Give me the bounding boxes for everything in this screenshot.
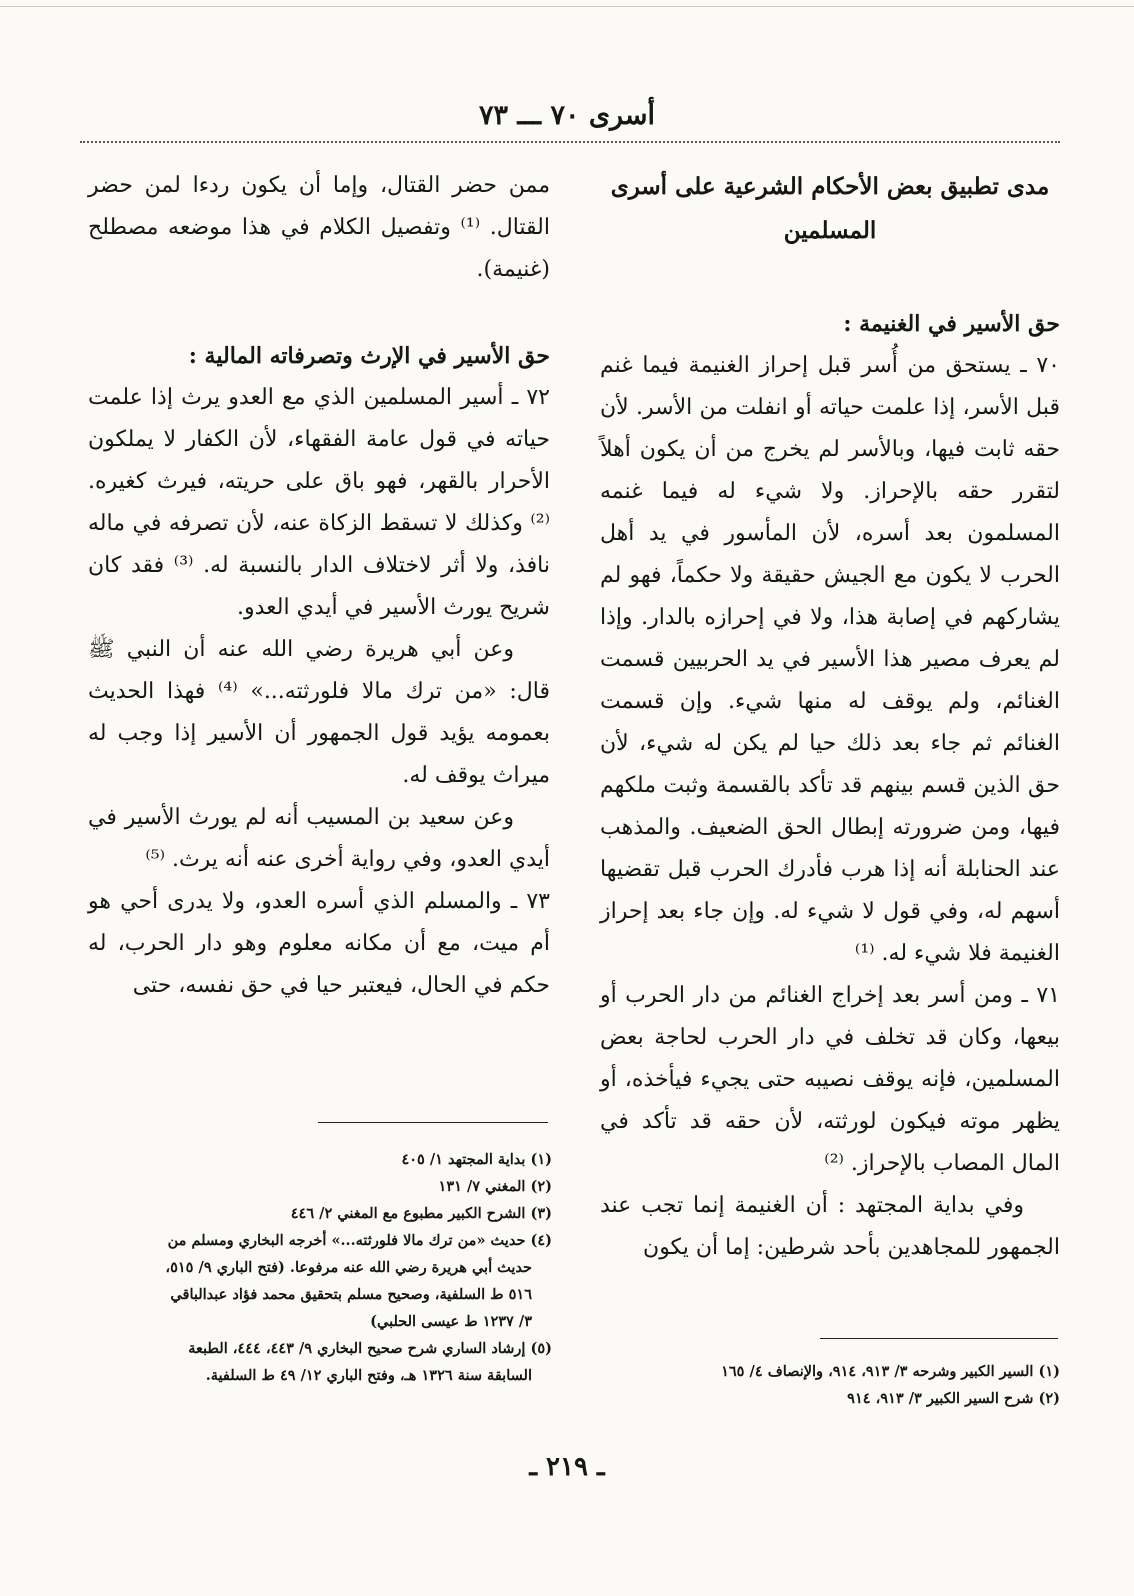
footnote-rule-right: [820, 1338, 1058, 1339]
footnote-continuation: ٣/ ١٢٣٧ ط عيسى الحلبي): [370, 1313, 532, 1330]
paragraph-70: ٧٠ ـ يستحق من أُسر قبل إحراز الغنيمة فيما غنم قبل الأسر، إذا علمت حياته أو انفلت من الأسر. لأن حقه ثابت فيها، وبالأسر لم يخرج من أن يكون أهلاً لتقرر حقه بالإحراز. ولا شيء له فيما غنمه المسلمون بعد أسره، لأن المأسور في يد أهل الحرب لا يكون مع الجيش حقيقة ولا حكماً، فهو لم يشاركهم في إصابة هذا، ولا في إحرازه بالدار. وإذا لم يعرف مصير هذا الأسير في يد الحربيين قسمت الغنائم، ولم يوقف له منها شيء. وإن قسمت الغنائم ثم جاء بعد ذلك حيا لم يكن له شيء، لأن حق الذين قسم بينهم قد تأكد بالقسمة وثبت ملكهم فيها، ومن ضرورته إبطال الحق الضعيف. والمذهب عند الحنابلة أنه إذا هرب فأدرك الحرب قبل تقضيها أسهم له، وفي قول لا شيء له. وإن جاء بعد إحراز الغنيمة فلا شيء له. ⁽¹⁾: [600, 353, 1060, 966]
footnote-continuation: ٥١٦ ط السلفية، وصحيح مسلم بتحقيق محمد فؤاد عبدالباقي: [170, 1286, 532, 1303]
right-column: [600, 165, 1060, 1269]
paragraph-continuation: ممن حضر القتال، وإما أن يكون ردءا لمن حضر القتال. ⁽¹⁾ وتفصيل الكلام في هذا موضعه مصطلح (غنيمة).: [88, 173, 550, 282]
left-column: [88, 165, 550, 1007]
paragraph-abu-hurayra: وعن أبي هريرة رضي الله عنه أن النبي ﷺ قال: «من ترك مالا فلورثته...» ⁽⁴⁾ فهذا الحديث بعمومه يؤيد قول الجمهور أن الأسير إذا وجب له ميراث يوقف له.: [88, 637, 550, 788]
footnote: (١) بداية المجتهد ١/ ٤٠٥: [401, 1151, 552, 1168]
running-title: أسرى ٧٠ ـــ ٧٣: [478, 100, 656, 131]
header-dotted-rule: [80, 141, 1060, 143]
paragraph-71: ٧١ ـ ومن أسر بعد إخراج الغنائم من دار الحرب أو بيعها، وكان قد تخلف في دار الحرب لحاجة بعض المسلمين، فإنه يوقف نصيبه حتى يجيء فيأخذه، أو يظهر موته فيكون لورثته، لأن حقه قد تأكد في المال المصاب بالإحراز. ⁽²⁾: [600, 983, 1060, 1176]
footnotes-left: [100, 1146, 552, 1389]
footnote: (١) السير الكبير وشرحه ٣/ ٩١٣، ٩١٤، والإنصاف ٤/ ١٦٥: [721, 1363, 1060, 1380]
paragraph-73: ٧٣ ـ والمسلم الذي أسره العدو، ولا يدرى أحي هو أم ميت، مع أن مكانه معلوم وهو دار الحرب، له حكم في الحال، فيعتبر حيا في حق نفسه، حتى: [88, 889, 550, 998]
paragraph-said: وعن سعيد بن المسيب أنه لم يورث الأسير في أيدي العدو، وفي رواية أخرى عنه أنه يرث. ⁽⁵⁾: [88, 805, 550, 872]
subheading-booty: حق الأسير في الغنيمة :: [843, 311, 1060, 337]
footnote: (٤) حديث «من ترك مالا فلورثته...» أخرجه البخاري ومسلم من: [167, 1232, 552, 1249]
section-title: مدى تطبيق بعض الأحكام الشرعية على أسرى المسلمين: [610, 173, 1050, 244]
subheading-inheritance: حق الأسير في الإرث وتصرفاته المالية :: [188, 343, 550, 369]
footnote: (٣) الشرح الكبير مطبوع مع المغني ٢/ ٤٤٦: [290, 1205, 552, 1222]
footnotes-right: [600, 1358, 1060, 1412]
page-number: ـ ٢١٩ ـ: [529, 1452, 605, 1482]
paragraph-bidayat: وفي بداية المجتهد : أن الغنيمة إنما تجب عند الجمهور للمجاهدين بأحد شرطين: إما أن يكون: [600, 1193, 1060, 1260]
footnote: (٥) إرشاد الساري شرح صحيح البخاري ٩/ ٤٤٣، ٤٤٤، الطبعة: [188, 1340, 552, 1357]
top-edge-rule: [0, 6, 1134, 7]
footnote-continuation: السابقة سنة ١٣٢٦ هـ، وفتح الباري ١٢/ ٤٩ ط السلفية.: [205, 1367, 532, 1384]
footnote: (٢) شرح السير الكبير ٣/ ٩١٣، ٩١٤: [847, 1390, 1060, 1407]
footnote-continuation: حديث أبي هريرة رضي الله عنه مرفوعا. (فتح الباري ٩/ ٥١٥،: [165, 1259, 532, 1276]
footnote-rule-left: [318, 1122, 548, 1123]
footnote: (٢) المغني ٧/ ١٣١: [438, 1178, 552, 1195]
paragraph-72: ٧٢ ـ أسير المسلمين الذي مع العدو يرث إذا علمت حياته في قول عامة الفقهاء، لأن الكفار لا يملكون الأحرار بالقهر، فهو باق على حريته، فيرث كغيره. ⁽²⁾ وكذلك لا تسقط الزكاة عنه، لأن تصرفه في ماله نافذ، ولا أثر لاختلاف الدار بالنسبة له. ⁽³⁾ فقد كان شريح يورث الأسير في أيدي العدو.: [88, 385, 550, 620]
